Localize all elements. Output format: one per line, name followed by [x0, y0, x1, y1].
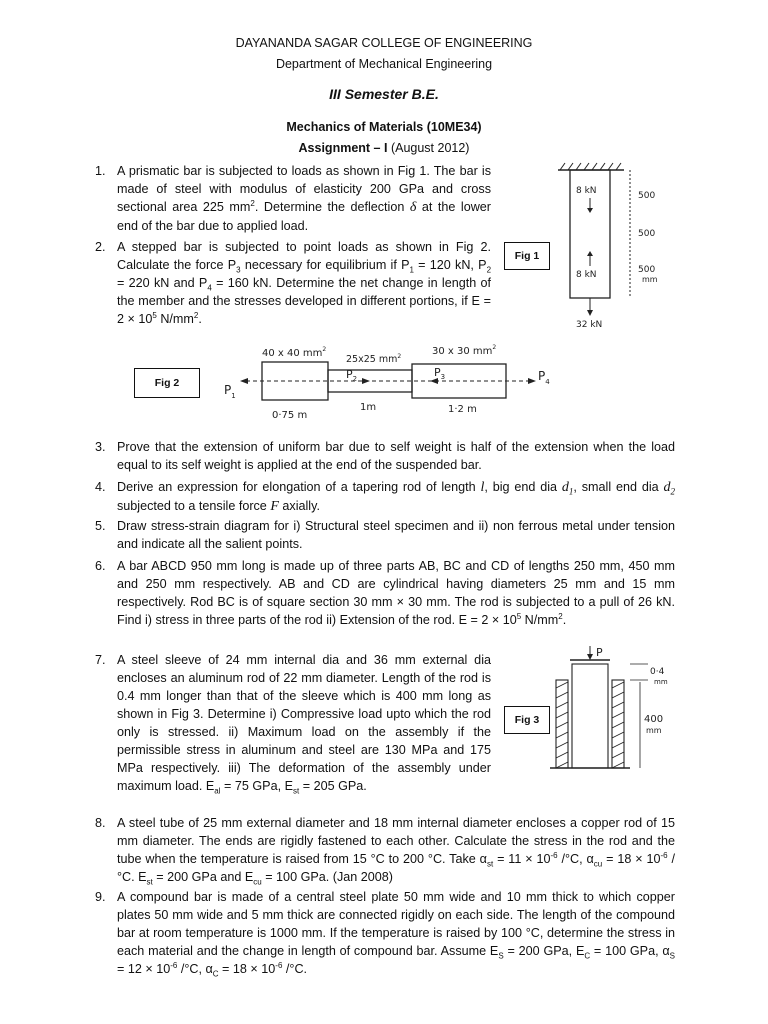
- q8-sub-cu-b: cu: [253, 877, 262, 887]
- q9-sub-c-b: C: [212, 969, 219, 979]
- fig1-dim-unit: mm: [642, 275, 658, 284]
- q9-text-f: = 18 × 10: [218, 962, 276, 976]
- q8-sup-neg6: -6: [550, 850, 558, 860]
- fig2-len3: 1·2 m: [448, 404, 477, 415]
- q2-number: 2.: [95, 240, 106, 254]
- fig2-p1: $P_1$: [224, 383, 236, 400]
- fig1-dim1: 500: [638, 191, 656, 201]
- q2-sub3: 3: [236, 265, 241, 275]
- q9-sup-neg6: -6: [170, 960, 178, 970]
- q4-sub1: 1: [568, 486, 574, 497]
- q8-text-a: A steel tube of 25 mm external diameter and 18 mm internal diameter encloses a copper rod of 15 mm diameter. The ends are rigidly fastened to each other. Calculate the stress in the rod and the tube when the temperature is raised from 15 °C to 200 °C. Take: [117, 816, 675, 866]
- fig2-p2: $P_2$: [346, 368, 358, 383]
- fig1-load-mid: 8 kN: [576, 270, 597, 280]
- q4-text-a: Derive an expression for elongation of a tapering rod of length: [117, 480, 481, 494]
- q6-text-c: .: [562, 613, 567, 627]
- q8-text-e: /°C. E: [117, 852, 675, 884]
- fig1-dim3: 500: [638, 265, 656, 275]
- question-9: [117, 888, 675, 978]
- question-5: Draw stress-strain diagram for i) Structural steel specimen and ii) non ferrous metal under tension and indicate all the salient points.: [117, 519, 675, 551]
- q4-d1-symbol: d: [561, 480, 569, 495]
- q4-sub2: 2: [670, 486, 675, 497]
- q2-text-c: = 120 kN, P: [413, 258, 487, 272]
- q9-sub-s: S: [498, 951, 504, 961]
- q5-number: 5.: [95, 519, 106, 533]
- q4-number: 4.: [95, 480, 106, 494]
- fig2-drawing: [218, 336, 558, 422]
- q4-length-symbol: l: [480, 480, 485, 495]
- q8-sub-cu: cu: [593, 859, 603, 869]
- q9-text-a: A compound bar is made of a central steel plate 50 mm wide and 10 mm thick to which copper plates 50 mm wide and 5 mm thick are connected rigidly on each side. The length of the compound bar at room temperature is 1000 mm. If the temperature is raised by 100 °C, determine the stress in each material and the change in length of compound bar. Assume E: [117, 890, 675, 958]
- q2-sup2: 2: [193, 310, 199, 320]
- fig3-gap-unit: mm: [654, 678, 668, 686]
- fig1-dim2: 500: [638, 229, 656, 239]
- q2-text-e: = 160 kN. Determine the net change in length of the member and the stresses developed in different portions, if E = 2 × 10: [117, 276, 491, 326]
- fig2-len2: 1m: [360, 402, 377, 413]
- q7-text-c: = 205 GPa.: [299, 779, 367, 793]
- q6-sup2: 2: [558, 611, 563, 621]
- q8-text-b: = 11 × 10: [493, 852, 551, 866]
- fig2-sec3: 30 x 30 $mm^2$: [432, 344, 497, 357]
- q8-sub-st-b: st: [146, 877, 153, 887]
- fig3-length: 400: [644, 714, 664, 725]
- question-4: [117, 478, 675, 516]
- q8-number: 8.: [95, 816, 106, 830]
- q8-text-d: = 18 × 10: [602, 852, 661, 866]
- question-7: [117, 651, 491, 795]
- q4-text-b: , big end dia: [484, 480, 562, 494]
- q9-text-b: = 200 GPa, E: [503, 944, 585, 958]
- fig2-sec2: 25x25 $mm^2$: [346, 353, 402, 365]
- q9-text-e: /°C,: [177, 962, 206, 976]
- q3-number: 3.: [95, 440, 106, 454]
- q2-text-g: .: [198, 312, 202, 326]
- fig1-label: Fig 1: [504, 242, 550, 270]
- q9-alpha-s: α: [662, 944, 670, 958]
- q7-text-b: = 75 GPa, E: [220, 779, 293, 793]
- q8-alpha-cu: α: [586, 852, 594, 866]
- fig3-drawing: [548, 642, 678, 774]
- q2-text-d: = 220 kN and P: [117, 276, 208, 290]
- subject-title: Mechanics of Materials (10ME34): [286, 120, 482, 134]
- fig1-load-top: 8 kN: [576, 186, 597, 196]
- fig1-drawing: [552, 160, 672, 332]
- q6-text-a: A bar ABCD 950 mm long is made up of three parts AB, BC and CD of lengths 250 mm, 450 mm and 250 mm respectively. AB and CD are cylindrical having diameters 25 mm and 15 mm respectively. Rod BC is of square section 30 mm × 30 mm. The rod is subjected to a pull of 26 kN. Find i) stress in three parts of the rod ii) Extension of the rod. E = 2 × 10: [117, 559, 675, 627]
- fig3-length-unit: mm: [646, 726, 662, 735]
- q8-text-g: = 100 GPa. (Jan 2008): [261, 870, 393, 884]
- question-6: [117, 557, 675, 629]
- q2-sub2: 2: [486, 265, 492, 275]
- q2-text-b: necessary for equilibrium if P: [240, 258, 410, 272]
- fig3-label: Fig 3: [504, 706, 550, 734]
- q9-text-c: = 100 GPa,: [590, 944, 663, 958]
- q4-text-d: subjected to a tensile force: [117, 499, 271, 513]
- q7-sub-st: st: [293, 786, 300, 796]
- assignment-label: Assignment – I: [298, 141, 388, 155]
- assignment-date: (August 2012): [390, 141, 470, 155]
- q6-text-b: N/mm: [521, 613, 559, 627]
- q8-text-f: = 200 GPa and E: [152, 870, 254, 884]
- question-3: Prove that the extension of uniform bar due to self weight is half of the extension when the load equal to its self weight is applied at the end of the suspended bar.: [117, 440, 675, 472]
- question-1: [117, 162, 491, 235]
- q9-sub-c: C: [584, 951, 591, 961]
- q6-number: 6.: [95, 559, 106, 573]
- q1-text-b: . Determine the deflection: [254, 200, 410, 214]
- q8-sub-st: st: [486, 859, 494, 869]
- q9-sup-neg6-b: -6: [275, 960, 283, 970]
- q9-sub-s-b: S: [669, 951, 676, 961]
- q2-text-a: A stepped bar is subjected to point loads as shown in Fig 2. Calculate the force P: [117, 240, 491, 272]
- q8-text-c: /°C,: [557, 852, 587, 866]
- fig2-p4: $P_4$: [538, 369, 550, 386]
- q1-text-c: at the lower end of the bar due to applied load.: [117, 200, 491, 233]
- department-name: Department of Mechanical Engineering: [275, 57, 493, 71]
- q4-text-c: , small end dia: [573, 480, 664, 494]
- q6-sup5: 5: [516, 611, 522, 621]
- q1-text: A prismatic bar is subjected to loads as shown in Fig 1. The bar is made of steel with modulus of elasticity 200 GPa and cross sectional area 225 mm: [117, 164, 491, 214]
- q2-sup5: 5: [152, 310, 157, 320]
- q8-sup-neg6-b: -6: [660, 850, 668, 860]
- q7-sub-al: al: [214, 786, 221, 796]
- fig2-sec1: 40 x 40 $mm^2$: [262, 346, 327, 359]
- q4-force-symbol: F: [270, 499, 279, 514]
- delta-symbol: δ: [409, 200, 417, 215]
- q7-number: 7.: [95, 653, 106, 667]
- q1-sup: 2: [250, 198, 255, 208]
- q9-text-d: = 12 × 10: [117, 962, 171, 976]
- q8-alpha-st: α: [479, 852, 487, 866]
- college-name: DAYANANDA SAGAR COLLEGE OF ENGINEERING: [235, 36, 533, 50]
- q4-d2-symbol: d: [663, 480, 671, 495]
- fig3-load: P: [596, 646, 603, 659]
- q2-sub4: 4: [207, 283, 212, 293]
- q7-text-a: A steel sleeve of 24 mm internal dia and 36 mm external dia encloses an aluminum rod of 22 mm diameter. Length of the rod is 0.4 mm longer than that of the sleeve which is 400 mm long as shown in Fig 3. Determine i) Compressive load upto which the rod only is stressed. ii) Maximum load on the assembly if the permissible stress in aluminum and steel are 130 MPa and 175 MPa respectively. iii) The deformation of the assembly under maximum load. E: [117, 653, 491, 793]
- q1-number: 1.: [95, 164, 106, 178]
- question-8: [117, 814, 675, 886]
- q2-text-f: N/mm: [156, 312, 194, 326]
- fig3-gap: 0·4: [650, 667, 665, 677]
- q9-number: 9.: [95, 890, 106, 904]
- q4-text-e: axially.: [278, 499, 320, 513]
- q9-text-g: /°C.: [282, 962, 308, 976]
- fig2-label: Fig 2: [134, 368, 200, 398]
- fig2-p3: $P_3$: [434, 366, 446, 381]
- question-2: [117, 238, 491, 328]
- q9-alpha-c: α: [205, 962, 213, 976]
- q2-sub1: 1: [409, 265, 414, 275]
- semester-title: III Semester B.E.: [329, 86, 439, 102]
- assignment-line: [0, 141, 768, 155]
- fig2-len1: 0·75 m: [272, 410, 308, 421]
- fig1-load-bottom: 32 kN: [576, 320, 603, 330]
